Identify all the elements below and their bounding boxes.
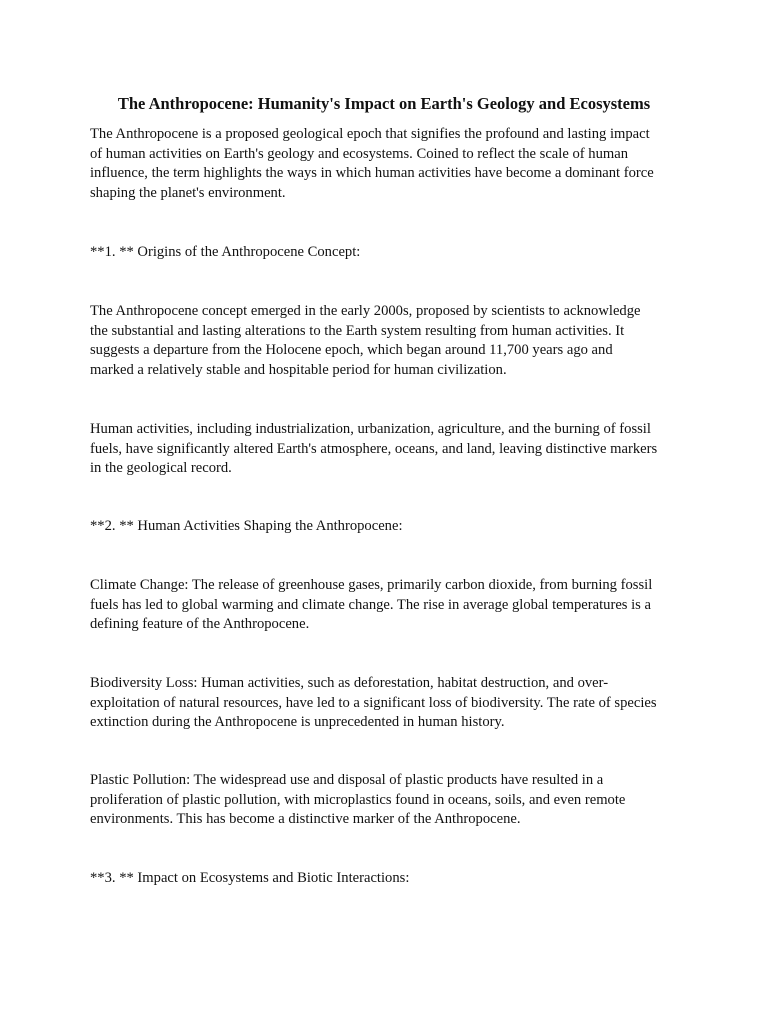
paragraph-climate-change: Climate Change: The release of greenhouse gases, primarily carbon dioxide, from burning fossil fuels has led to global warming and climate change. The rise in average global temperatures is a defining feature of the Anthropocene.: [90, 577, 653, 633]
paragraph-plastic-pollution: Plastic Pollution: The widespread use and disposal of plastic products have resulted in a proliferation of plastic pollution, with microplastics found in oceans, soils, and even remote environments. This has become a distinctive marker of the Anthropocene.: [90, 772, 626, 828]
paragraph-biodiversity-loss: Biodiversity Loss: Human activities, such as deforestation, habitat destruction, and over- exploitation of natural resources, have led to a significant loss of biodiversity. The rate of species extinction during the Anthropocene is unprecedented in human history.: [90, 675, 657, 731]
section-heading-human-activities: **2. ** Human Activities Shaping the Anthropocene:: [90, 518, 403, 534]
paragraph-human-activities-markers: Human activities, including industrialization, urbanization, agriculture, and the burning of fossil fuels, have significantly altered Earth's atmosphere, oceans, and land, leaving distinctive markers in the geological record.: [90, 421, 658, 477]
paragraph-origins-concept: The Anthropocene concept emerged in the early 2000s, proposed by scientists to acknowledge the substantial and lasting alterations to the Earth system resulting from human activities. It suggests a departure from the Holocene epoch, which began around 11,700 years ago and marked a relatively stable and hospitable period for human civilization.: [90, 303, 641, 378]
intro-paragraph: The Anthropocene is a proposed geological epoch that signifies the profound and lasting impact of human activities on Earth's geology and ecosystems. Coined to reflect the scale of human influence, the term highlights the ways in which human activities have become a dominant force shaping the planet's environment.: [90, 126, 654, 201]
document-title: The Anthropocene: Humanity's Impact on Earth's Geology and Ecosystems: [117, 94, 651, 113]
section-heading-ecosystems: **3. ** Impact on Ecosystems and Biotic Interactions:: [90, 870, 410, 886]
section-heading-origins: **1. ** Origins of the Anthropocene Concept:: [90, 244, 361, 260]
